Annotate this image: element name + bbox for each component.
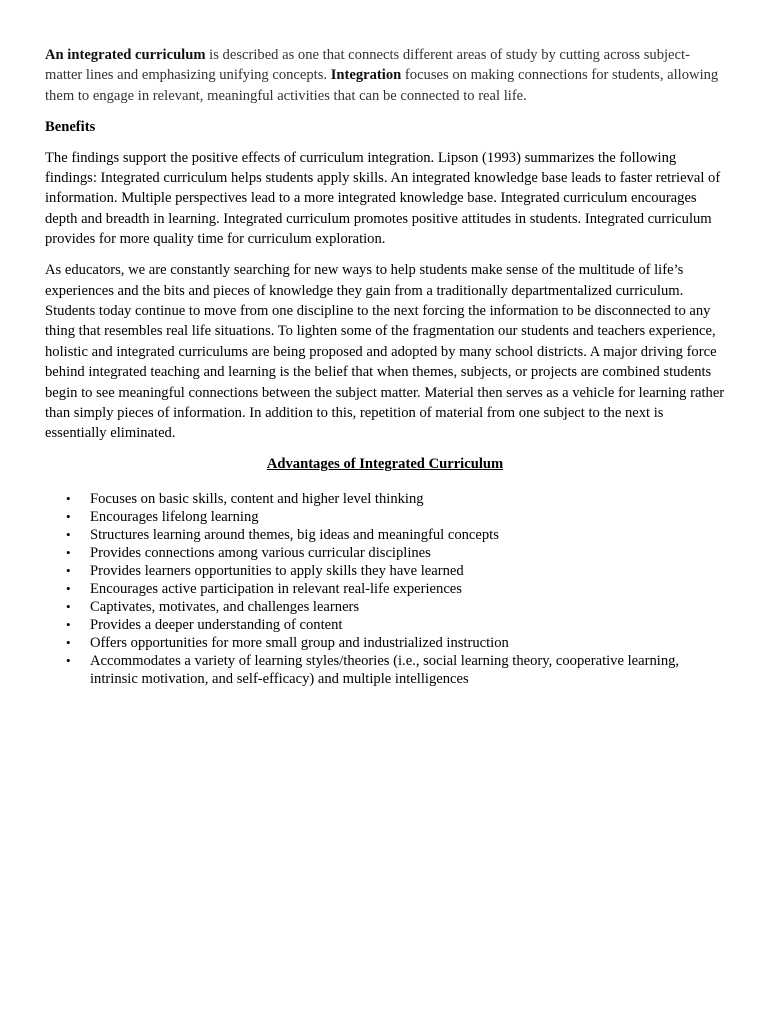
list-item (66, 490, 725, 508)
list-item-text: Captivates, motivates, and challenges learners (90, 598, 360, 615)
list-item-text: Encourages active participation in relevant real-life experiences (90, 580, 462, 597)
list-item-text: Provides learners opportunities to apply skills they have learned (90, 562, 464, 579)
list-item (66, 544, 725, 562)
term-integration: Integration (330, 67, 402, 84)
list-item (66, 526, 725, 544)
intro-text-2: focuses on making connections for students, allowing them to engage in relevant, meaningful activities that can be connected to real life. (45, 67, 719, 104)
bullet-icon: • (66, 508, 71, 524)
findings-paragraph: The findings support the positive effects of curriculum integration. Lipson (1993) summarizes the following findings: Integrated curriculum helps students apply skills. An integrated knowledge base leads to faster retrieval of information. Multiple perspectives lead to a more integrated knowledge base. Integrated curriculum encourages depth and breadth in learning. Integrated curriculum promotes positive attitudes in students. Integrated curriculum provides for more quality time for curriculum exploration. (45, 149, 721, 248)
advantages-list (45, 490, 725, 688)
benefits-heading: Benefits (45, 118, 96, 135)
list-item (66, 634, 725, 652)
list-item-text: Focuses on basic skills, content and higher level thinking (90, 490, 424, 507)
list-item (66, 598, 725, 616)
bullet-icon: • (66, 634, 71, 650)
bullet-icon: • (66, 652, 71, 668)
list-item-text: Structures learning around themes, big ideas and meaningful concepts (90, 526, 499, 543)
term-integrated-curriculum: An integrated curriculum (45, 47, 206, 63)
bullet-icon: • (66, 580, 71, 596)
bullet-icon: • (66, 526, 71, 542)
bullet-icon: • (66, 490, 71, 506)
list-item (66, 562, 725, 580)
document-page (45, 45, 725, 688)
list-item (66, 652, 725, 688)
list-item-text: Accommodates a variety of learning styles/theories (i.e., social learning theory, cooperative learning, intrinsic motivation, and self-efficacy) and multiple intelligences (90, 652, 680, 687)
list-item (66, 616, 725, 634)
bullet-icon: • (66, 544, 71, 560)
list-item-text: Provides a deeper understanding of content (90, 616, 343, 633)
advantages-heading: Advantages of Integrated Curriculum (266, 456, 504, 473)
intro-paragraph (45, 45, 725, 106)
intro-text-1: is described as one that connects different areas of study by cutting across subject-matter lines and emphasizing unifying concepts. (45, 47, 690, 84)
list-item (66, 580, 725, 598)
bullet-icon: • (66, 616, 71, 632)
list-item-text: Provides connections among various curricular disciplines (90, 544, 431, 561)
list-item (66, 508, 725, 526)
educators-paragraph: As educators, we are constantly searching for new ways to help students make sense of the multitude of life’s experiences and the bits and pieces of knowledge they gain from a traditionally departmentalized curriculum. Students today continue to move from one discipline to the next forcing the information to be disconnected to any thing that resembles real life situations. To lighten some of the fragmentation our students and teachers experience, holistic and integrated curriculums are being proposed and adopted by many school districts. A major driving force behind integrated teaching and learning is the belief that when themes, subjects, or projects are combined students begin to see meaningful connections between the subject matter. Material then serves as a vehicle for learning rather than simply pieces of information. In addition to this, repetition of material from one subject to the next is essentially eliminated. (45, 262, 725, 442)
list-item-text: Offers opportunities for more small group and industrialized instruction (90, 634, 509, 651)
bullet-icon: • (66, 562, 71, 578)
bullet-icon: • (66, 598, 71, 614)
list-item-text: Encourages lifelong learning (90, 508, 259, 525)
